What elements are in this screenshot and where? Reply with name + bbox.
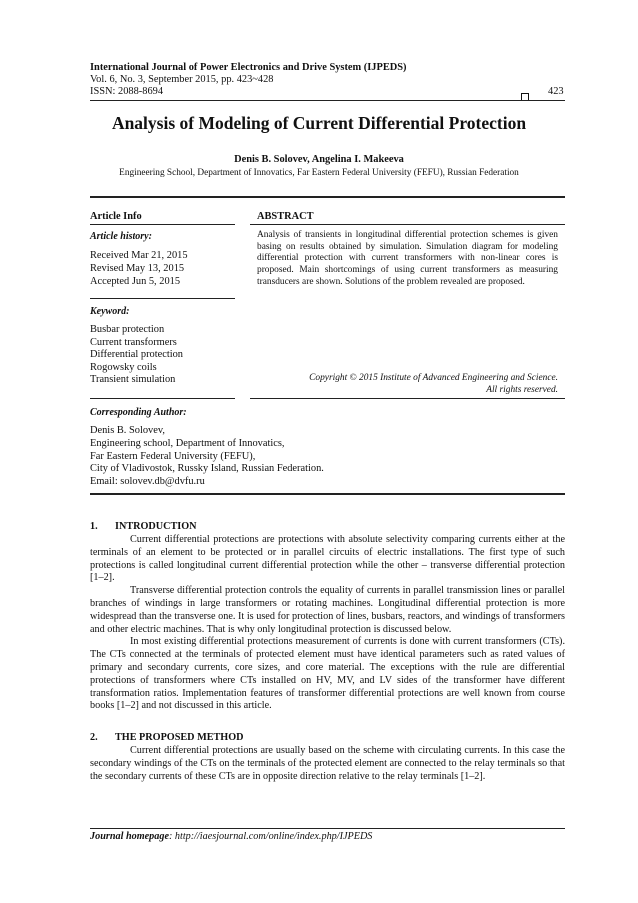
corresponding-line: Far Eastern Federal University (FEFU), bbox=[90, 451, 256, 462]
abstract-rule bbox=[250, 224, 565, 225]
journal-name: International Journal of Power Electronics and Drive System (IJPEDS) bbox=[90, 62, 407, 73]
abstract-bottom-rule bbox=[250, 398, 565, 399]
journal-homepage bbox=[90, 831, 372, 842]
article-history-label: Article history: bbox=[90, 231, 152, 242]
corresponding-email: Email: solovev.db@dvfu.ru bbox=[90, 476, 205, 487]
abstract-heading: ABSTRACT bbox=[257, 211, 314, 222]
history-rule bbox=[90, 298, 235, 299]
accepted-date: Accepted Jun 5, 2015 bbox=[90, 276, 181, 287]
revised-date: Revised May 13, 2015 bbox=[90, 263, 185, 274]
keyword-item: Current transformers bbox=[90, 337, 177, 348]
keyword-item: Transient simulation bbox=[90, 374, 176, 385]
keyword-item: Differential protection bbox=[90, 349, 183, 360]
issn: ISSN: 2088-8694 bbox=[90, 86, 164, 97]
keyword-item: Busbar protection bbox=[90, 324, 165, 335]
corresponding-line: Denis B. Solovev, bbox=[90, 425, 165, 436]
article-info-rule bbox=[90, 224, 235, 225]
header-rule bbox=[90, 100, 565, 101]
keyword-rule bbox=[90, 398, 235, 399]
affiliation: Engineering School, Department of Innovatics, Far Eastern Federal University (FEFU), Russian Federation bbox=[119, 168, 519, 178]
article-info-heading: Article Info bbox=[90, 211, 142, 222]
paragraph: Current differential protections are protections with absolute selectivity comparing currents either at the terminals of an element to be protected or in parallel circuits of electric installations. The first type of such protections is called longitudinal current differential protection while the other – transverse differential protection [1–2]. bbox=[90, 534, 565, 584]
section-body bbox=[90, 745, 565, 783]
abstract-text: Analysis of transients in longitudinal differential protection schemes is given basing on results obtained by simulation. Simulation diagram for modeling differential protection with current transformers with non-linear cores is proposed. Main shortcomings of using current transformers as measuring transducers are shown. Solutions of the problem revealed are proposed. bbox=[257, 230, 558, 287]
homepage-url[interactable]: : http://iaesjournal.com/online/index.php/IJPEDS bbox=[168, 831, 373, 842]
section-title: INTRODUCTION bbox=[115, 521, 197, 532]
copyright-line: All rights reserved. bbox=[486, 385, 558, 395]
section-rule-top bbox=[90, 196, 565, 198]
paper-title: Analysis of Modeling of Current Differential Protection bbox=[111, 113, 527, 133]
volume-info: Vol. 6, No. 3, September 2015, pp. 423~428 bbox=[90, 74, 274, 85]
homepage-label: Journal homepage bbox=[90, 831, 169, 842]
footer-rule bbox=[90, 828, 565, 829]
page-number: 423 bbox=[548, 86, 564, 97]
received-date: Received Mar 21, 2015 bbox=[90, 250, 188, 261]
keyword-item: Rogowsky coils bbox=[90, 362, 157, 373]
paragraph: Current differential protections are usually based on the scheme with circulating currents. In this case the secondary windings of the CTs on the terminals of the protected element are connected to the relay terminals so that the secondary currents of these CTs are in opposite direction relative to the relay terminals [1–2]. bbox=[90, 745, 565, 782]
corresponding-line: City of Vladivostok, Russky Island, Russian Federation. bbox=[90, 463, 324, 474]
paragraph: Transverse differential protection controls the equality of currents in parallel transmission lines or parallel branches of windings in large transformers or rotating machines. Longitudinal differential protection is more widespread than the transverse one. It is used for protection of lines, busbars, reactors, and windings of transformers and other electric machines. That is why only longitudinal protection is discussed below. bbox=[90, 585, 565, 635]
corresponding-line: Engineering school, Department of Innovatics, bbox=[90, 438, 285, 449]
section-number: 2. bbox=[90, 732, 98, 743]
section-number: 1. bbox=[90, 521, 98, 532]
section-body bbox=[90, 534, 565, 713]
copyright-line: Copyright © 2015 Institute of Advanced Engineering and Science. bbox=[309, 373, 558, 383]
section-rule-bottom bbox=[90, 493, 565, 495]
section-title: THE PROPOSED METHOD bbox=[115, 732, 244, 743]
keyword-label: Keyword: bbox=[90, 306, 130, 317]
checkbox-icon bbox=[521, 88, 529, 106]
authors: Denis B. Solovev, Angelina I. Makeeva bbox=[234, 154, 404, 165]
corresponding-author-label: Corresponding Author: bbox=[90, 407, 187, 418]
paragraph: In most existing differential protections measurement of currents is done with current transformers (CTs). The CTs connected at the terminals of protected element must have identical parameters such as rated values of primary and secondary currents, core sizes, and core material. The exceptions with the rule are differential protections of transformers where CTs installed on HV, MV, and LV sides of the transformer have different transformation ratios. Implementation features of transformer differential protections are well known from course books [1–2] and not discussed in this article. bbox=[90, 636, 565, 712]
